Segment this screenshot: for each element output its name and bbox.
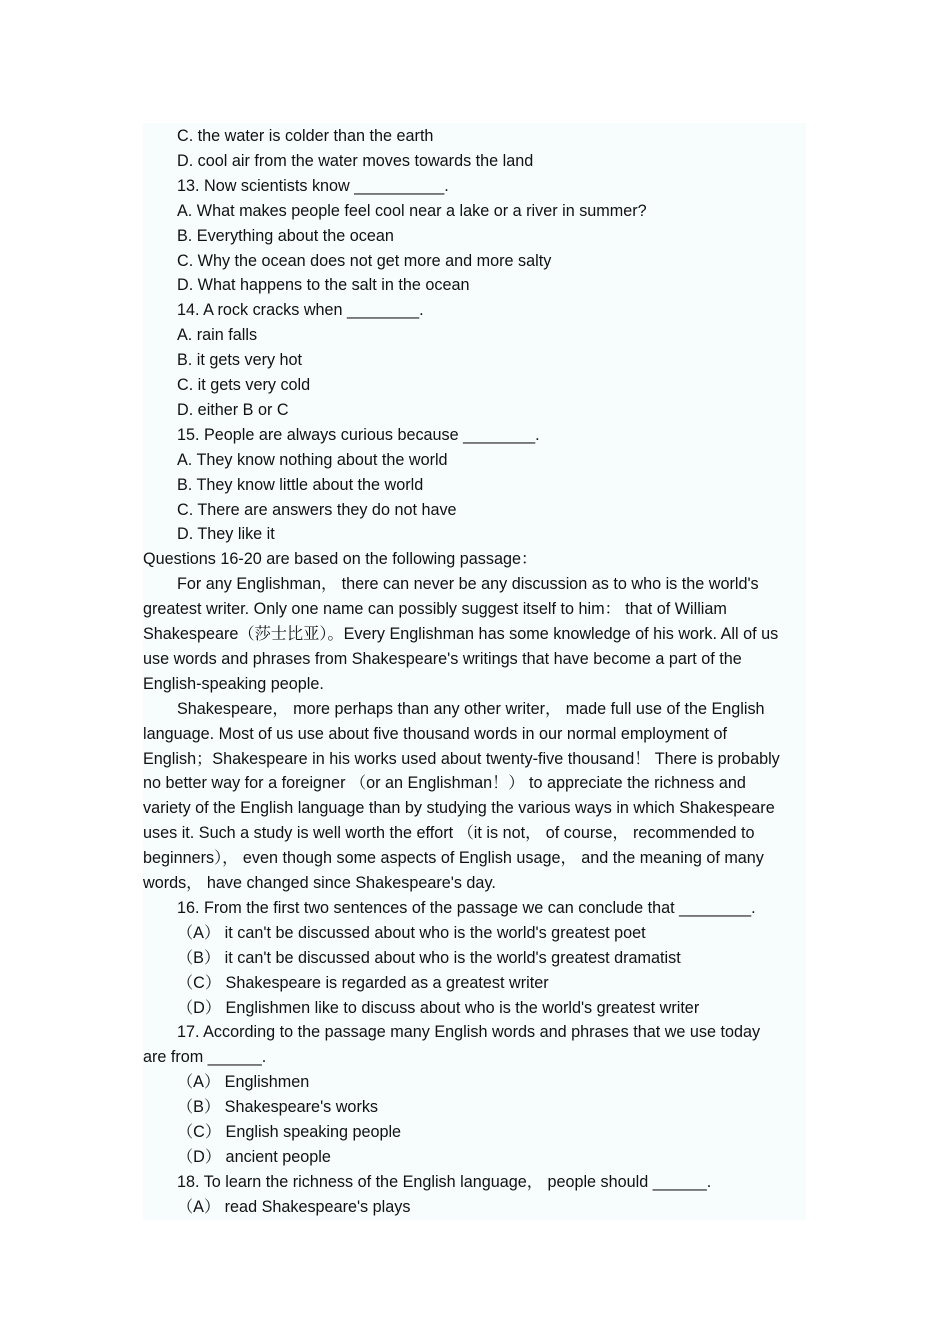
question-stem: 16. From the first two sentences of the passage we can conclude that ________. bbox=[177, 898, 756, 917]
answer-option: C. There are answers they do not have bbox=[177, 500, 457, 519]
answer-option: （B） it can't be discussed about who is the world's greatest dramatist bbox=[177, 948, 681, 967]
answer-option: D. What happens to the salt in the ocean bbox=[177, 276, 470, 295]
passage-paragraph-line: variety of the English language than by studying the various ways in which Shakespeare bbox=[143, 799, 775, 818]
answer-option: D. either B or C bbox=[177, 400, 289, 419]
question-stem-continuation: are from ______. bbox=[143, 1048, 267, 1067]
answer-option: （A） read Shakespeare's plays bbox=[177, 1197, 411, 1216]
question-stem: 18. To learn the richness of the English language， people should ______. bbox=[177, 1172, 712, 1191]
answer-option: B. it gets very hot bbox=[177, 351, 303, 370]
answer-option: B. Everything about the ocean bbox=[177, 226, 394, 245]
answer-option: （A） it can't be discussed about who is the world's greatest poet bbox=[177, 923, 646, 942]
passage-paragraph-line: English；Shakespeare in his works used about twenty-five thousand！ There is probably bbox=[143, 749, 780, 768]
answer-option: C. it gets very cold bbox=[177, 376, 311, 394]
passage-paragraph-line: language. Most of us use about five thousand words in our normal employment of bbox=[143, 724, 727, 743]
answer-option: A. rain falls bbox=[177, 326, 258, 345]
answer-option: A. They know nothing about the world bbox=[177, 450, 448, 469]
answer-option: A. What makes people feel cool near a lake or a river in summer? bbox=[177, 201, 647, 220]
document-body bbox=[143, 123, 806, 1220]
passage-paragraph-line: greatest writer. Only one name can possibly suggest itself to him： that of William bbox=[143, 600, 727, 619]
answer-option: （D） Englishmen like to discuss about who is the world's greatest writer bbox=[177, 998, 700, 1017]
answer-option: C. the water is colder than the earth bbox=[177, 127, 434, 145]
question-stem: 14. A rock cracks when ________. bbox=[177, 301, 424, 320]
passage-paragraph-line: beginners）， even though some aspects of English usage， and the meaning of many bbox=[143, 849, 764, 868]
passage-paragraph-line: Shakespeare， more perhaps than any other writer， made full use of the English bbox=[177, 699, 765, 718]
answer-option: （B） Shakespeare's works bbox=[177, 1098, 379, 1117]
passage-intro: Questions 16-20 are based on the following passage： bbox=[143, 550, 538, 569]
answer-option: （C） Shakespeare is regarded as a greatest writer bbox=[177, 973, 549, 992]
answer-option: D. cool air from the water moves towards the land bbox=[177, 151, 534, 170]
answer-option: （D） ancient people bbox=[177, 1147, 331, 1166]
answer-option: （A） Englishmen bbox=[177, 1073, 310, 1092]
passage-paragraph-line: no better way for a foreigner （or an Englishman！） to appreciate the richness and bbox=[143, 774, 746, 793]
passage-paragraph-line: Shakespeare（莎士比亚）。Every Englishman has some knowledge of his work. All of us bbox=[143, 625, 779, 643]
answer-option: C. Why the ocean does not get more and more salty bbox=[177, 251, 552, 270]
question-stem: 15. People are always curious because ________. bbox=[177, 425, 540, 444]
question-stem: 13. Now scientists know __________. bbox=[177, 176, 449, 195]
answer-option: B. They know little about the world bbox=[177, 475, 424, 494]
question-stem: 17. According to the passage many English words and phrases that we use today bbox=[177, 1023, 761, 1042]
passage-paragraph-line: use words and phrases from Shakespeare's writings that have become a part of the bbox=[143, 649, 742, 668]
passage-paragraph-line: words， have changed since Shakespeare's day. bbox=[143, 874, 496, 892]
passage-paragraph-line: English-speaking people. bbox=[143, 674, 324, 693]
passage-paragraph-line: For any Englishman， there can never be any discussion as to who is the world's bbox=[177, 575, 759, 594]
answer-option: （C） English speaking people bbox=[177, 1123, 402, 1141]
answer-option: D. They like it bbox=[177, 525, 275, 544]
passage-paragraph-line: uses it. Such a study is well worth the effort （it is not， of course， recommended to bbox=[143, 824, 755, 843]
